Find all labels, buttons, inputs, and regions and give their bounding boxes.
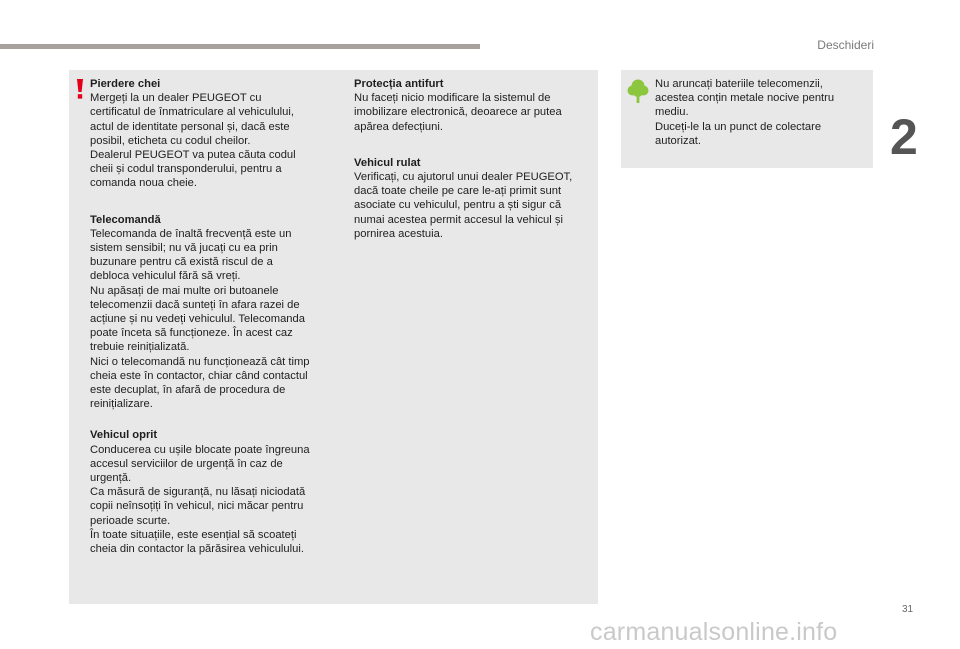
header-rule	[0, 44, 480, 49]
antitheft-text: Nu faceți nicio modificare la sistemul de imobilizare electronică, deoarece ar putea apărea defecțiuni.	[354, 92, 562, 133]
lost-keys-title: Pierdere chei	[90, 78, 161, 90]
chapter-number: 2	[890, 109, 918, 165]
used-vehicle-title: Vehicul rulat	[354, 156, 421, 169]
stopped-vehicle-text: Conducerea cu ușile blocate poate îngreuna accesul serviciilor de urgență în caz de urgență. Ca măsură de siguranță, nu lăsați niciodată copii neînsoțiți în vehicul, nici măcar pentru perioade scurte. În toate situațiile, este esențial să scoateți cheia din contactor la părăsirea vehiculului.	[90, 443, 310, 556]
battery-disposal-text: Nu aruncați bateriile telecomenzii, acestea conțin metale nocive pentru mediu. Duceți-le la un punct de colectare autorizat.	[655, 78, 835, 147]
antitheft-title: Protecția antifurt	[354, 78, 444, 90]
remote-control-text: Telecomanda de înaltă frecvență este un sistem sensibil; nu vă jucați cu ea prin buzunare pentru că există riscul de a debloca vehiculul fără să vreți. Nu apăsați de mai multe ori butoanele telecomenzii dacă sunteți în afara razei de acțiune și nu vedeți vehiculul. Telecomanda poate înceta să funcționeze. În acest caz trebuie reinițializată. Nici o telecomandă nu funcționează cât timp cheia este în contactor, chiar când contactul este decuplat, în afară de procedura de reinițializare.	[90, 227, 310, 411]
stopped-vehicle-block	[90, 428, 338, 556]
remote-control-block	[90, 213, 338, 412]
warning-right-column	[354, 77, 594, 241]
page-number: 31	[902, 604, 914, 615]
used-vehicle-text: Verificați, cu ajutorul unui dealer PEUGEOT, dacă toate cheile pe care le-ați primit sunt asociate cu vehiculul, pentru a ști sigur că numai acestea permit accesul la vehicul și pornirea acestuia.	[354, 171, 573, 240]
exclamation-icon	[74, 79, 86, 99]
warning-left-column	[90, 77, 338, 556]
remote-control-title: Telecomandă	[90, 213, 161, 226]
antitheft-block	[354, 77, 594, 134]
lost-keys-block	[90, 77, 338, 191]
section-label: Deschideri	[817, 38, 874, 52]
lost-keys-text: Mergeți la un dealer PEUGEOT cu certificatul de înmatriculare al vehiculului, actul de identitate personal și, dacă este posibil, eticheta cu codul cheilor. Dealerul PEUGEOT va putea căuta codul cheii și codul transponderului, pentru a comanda noua cheie.	[90, 92, 296, 190]
watermark: carmanualsonline.info	[590, 618, 838, 646]
battery-disposal-block	[655, 77, 867, 148]
eco-column	[655, 77, 867, 148]
stopped-vehicle-title: Vehicul oprit	[90, 429, 158, 442]
used-vehicle-block	[354, 156, 594, 241]
tree-icon	[627, 79, 649, 103]
